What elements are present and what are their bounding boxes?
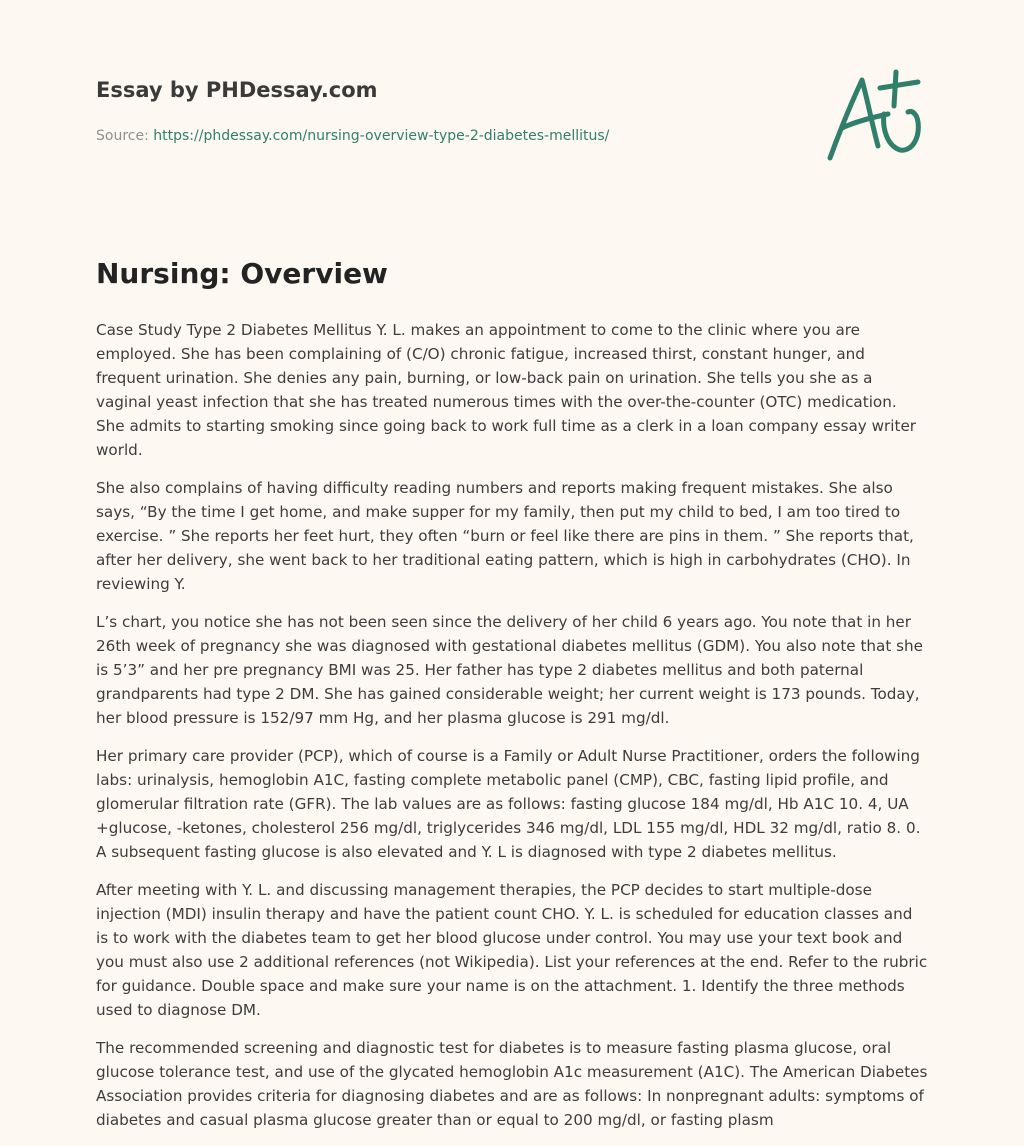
page-header [96,76,796,146]
article-paragraph: Case Study Type 2 Diabetes Mellitus Y. L. makes an appointment to come to the clinic where you are employed. She has been complaining of (C/O) chronic fatigue, increased thirst, constant hunger, and frequent urination. She denies any pain, burning, or low-back pain on urination. She tells you she as a vaginal yeast infection that she has treated numerous times with the over-the-counter (OTC) medication. She admits to starting smoking since going back to work full time as a clerk in a loan company essay writer world. [96,321,917,459]
a-plus-logo [822,66,926,164]
article-paragraph: After meeting with Y. L. and discussing management therapies, the PCP decides to start multiple-dose injection (MDI) insulin therapy and have the patient count CHO. Y. L. is scheduled for education classes and is to work with the diabetes team to get her blood glucose under control. You may use your text book and you must also use 2 additional references (not Wikipedia). List your references at the end. Refer to the rubric for guidance. Double space and make sure your name is on the attachment. 1. Identify the three methods used to diagnose DM. [96,881,928,1019]
page-title: Nursing: Overview [96,257,388,290]
source-label: Source: [96,128,154,144]
source-link[interactable]: https://phdessay.com/nursing-overview-type-2-diabetes-mellitus/ [153,128,610,144]
article-paragraph: The recommended screening and diagnostic test for diabetes is to measure fasting plasma glucose, oral glucose tolerance test, and use of the glycated hemoglobin A1c measurement (A1C). The American Diabetes Association provides criteria for diagnosing diabetes and are as follows: In nonpregnant adults: symptoms of diabetes and casual plasma glucose greater than or equal to 200 mg/dl, or fasting plasm [96,1039,928,1129]
brand-title: Essay by PHDessay.com [96,78,378,102]
a-plus-logo-icon [822,66,926,164]
article-paragraph: L’s chart, you notice she has not been seen since the delivery of her child 6 years ago. You note that in her 26th week of pregnancy she was diagnosed with gestational diabetes mellitus (GDM). You also note that she is 5’3” and her pre pregnancy BMI was 25. Her father has type 2 diabetes mellitus and both paternal grandparents had type 2 DM. She has gained considerable weight; her current weight is 173 pounds. Today, her blood pressure is 152/97 mm Hg, and her plasma glucose is 291 mg/dl. [96,613,924,727]
article-paragraph: Her primary care provider (PCP), which of course is a Family or Adult Nurse Practitioner, orders the following labs: urinalysis, hemoglobin A1C, fasting complete metabolic panel (CMP), CBC, fasting lipid profile, and glomerular filtration rate (GFR). The lab values are as follows: fasting glucose 184 mg/dl, Hb A1C 10. 4, UA +glucose, -ketones, cholesterol 256 mg/dl, triglycerides 346 mg/dl, LDL 155 mg/dl, HDL 32 mg/dl, ratio 8. 0. A subsequent fasting glucose is also elevated and Y. L is diagnosed with type 2 diabetes mellitus. [96,747,921,861]
article-paragraph: She also complains of having difficulty reading numbers and reports making frequent mistakes. She also says, “By the time I get home, and make supper for my family, then put my child to bed, I am too tired to exercise. ” She reports her feet hurt, they often “burn or feel like there are pins in them. ” She reports that, after her delivery, she went back to her traditional eating pattern, which is high in carbohydrates (CHO). In reviewing Y. [96,479,914,593]
source-line [96,126,796,146]
article [96,254,928,1146]
